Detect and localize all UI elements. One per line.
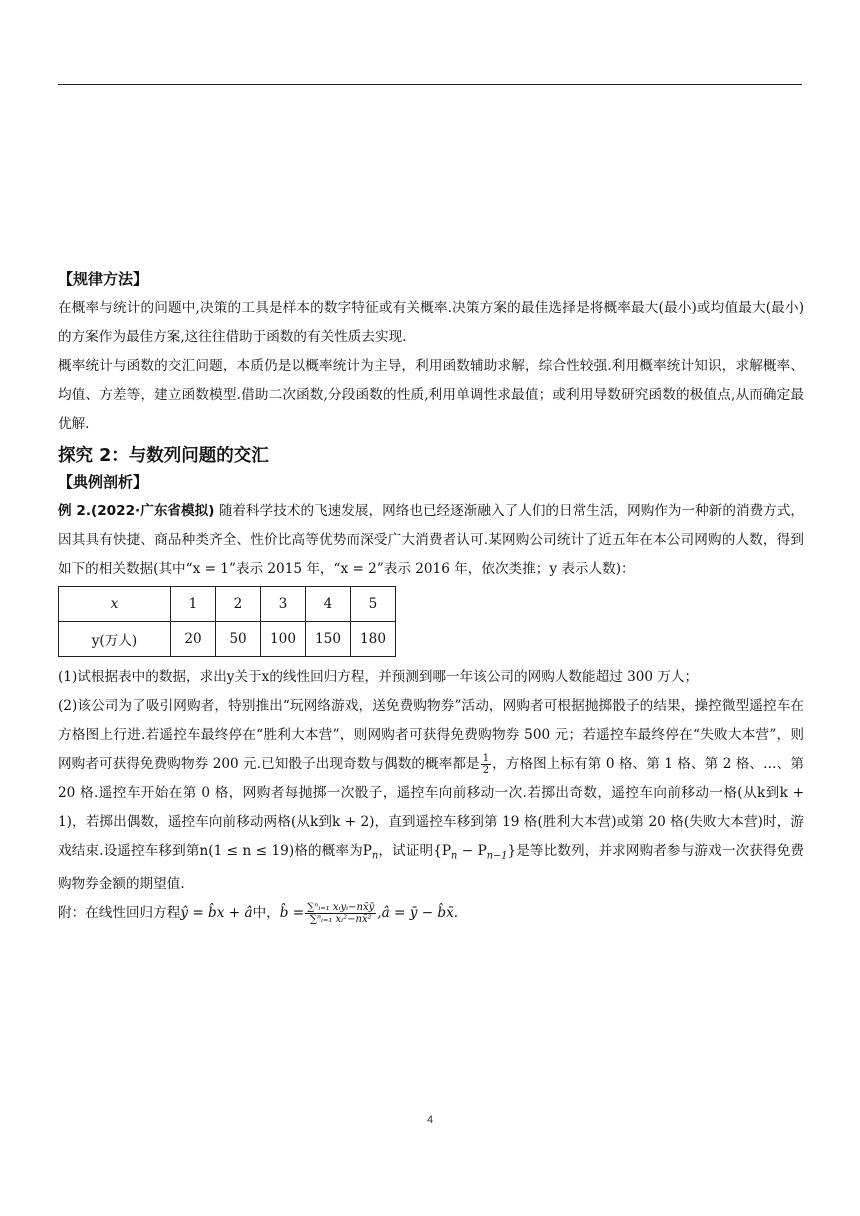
table-cell: 20 [171, 622, 216, 657]
header-rule [58, 84, 802, 85]
question-2-part-a: (2)该公司为了吸引网购者，特别推出“玩网络游戏，送免费购物券”活动，网购者可根据抛掷骰子的结果，操控微型遥控车在方格图上行进.若遥控车最终停在“胜利大本营”，则网购者可获得免费购物券 500 元；若遥控车最终停在“失败大本营”，则网购者可获得免费购物券 200 元.已知骰子出现奇数与偶数的概率都是 [58, 698, 804, 772]
question-2-part-c: ，试证明{P [378, 843, 451, 859]
pn-subscript-1: n [451, 850, 458, 862]
question-1: (1)试根据表中的数据，求出y关于x的线性回归方程，并预测到哪一年该公司的网购人数能超过 300 万人； [58, 669, 699, 685]
fraction-numerator: 1 [482, 753, 490, 764]
page-content [58, 266, 804, 928]
example-intro [58, 497, 804, 584]
table-cell: 3 [261, 587, 306, 622]
section-title: 探究 2：与数列问题的交汇 [58, 446, 269, 466]
table-row-y-label: y(万人) [59, 622, 171, 657]
a-hat-equation: ,â = ȳ − b̂x̄. [377, 905, 459, 922]
table-cell: 50 [216, 622, 261, 657]
table-cell: 2 [216, 587, 261, 622]
b-hat-denominator: ∑ⁿᵢ₌₁ xᵢ²−nx̄² [309, 914, 372, 926]
table-cell: 4 [306, 587, 351, 622]
example-analysis-heading: 【典例剖析】 [58, 473, 149, 491]
question-2-part-b: ，方格图上标有第 0 格、第 1 格、第 2 格、…、第 20 格.遥控车开始在第 0 格，网购者每抛掷一次骰子，遥控车向前移动一次.若掷出奇数，遥控车向前移动一格(从k到k + 1)，若掷出偶数，遥控车向前移动两格(从k到k + 2)，直到遥控车移到第 19 格(胜利大本营)或第 20 格(失败大本营)时，游戏结束.设遥控车移到第n(1 ≤ n ≤ 19)格的概率为P [58, 756, 804, 859]
example-intro-text: 随着科学技术的飞速发展，网络也已经逐渐融入了人们的日常生活，网购作为一种新的消费方式，因其具有快捷、商品种类齐全、性价比高等优势而深受广大消费者认可.某网购公司统计了近五年在本公司网购的人数，得到如下的相关数据(其中“x = 1”表示 2015 年，“x = 2”表示 2016 年，依次类推；y 表示人数)： [58, 503, 804, 577]
question-2 [58, 692, 804, 899]
method-paragraph-1: 在概率与统计的问题中,决策的工具是样本的数字特征或有关概率.决策方案的最佳选择是将概率最大(最小)或均值最大(最小)的方案作为最佳方案,这往往借助于函数的有关性质去实现. [58, 300, 804, 345]
pn-subscript-2: n−1 [486, 850, 508, 862]
b-hat-numerator: ∑ⁿᵢ₌₁ xᵢyᵢ−nx̄ȳ [307, 902, 375, 914]
pn-subscript: n [371, 850, 379, 862]
fraction-one-half [481, 753, 491, 776]
table-cell: 150 [306, 622, 351, 657]
method-heading: 【规律方法】 [58, 270, 149, 288]
example-label: 例 2. [58, 503, 91, 519]
table-row [59, 622, 396, 657]
table-cell: 100 [261, 622, 306, 657]
appendix-middle: 中， [252, 905, 280, 922]
table-row-x-label: x [59, 587, 171, 622]
b-hat-label: b̂ = [279, 905, 305, 922]
table-cell: 1 [171, 587, 216, 622]
b-hat-fraction [305, 902, 376, 925]
method-paragraph-2: 概率统计与函数的交汇问题，本质仍是以概率统计为主导，利用函数辅助求解，综合性较强.利用概率统计知识，求解概率、均值、方差等，建立函数模型.借助二次函数,分段函数的性质,利用单调性求最值；或利用导数研究函数的极值点,从而确定最优解. [58, 358, 804, 432]
question-2-part-d: }是等比数列，并求网购者参与游戏一次获得免费购物券金额的期望值. [58, 843, 804, 893]
example-source: (2022·广东省模拟) [90, 503, 215, 519]
appendix-formula [58, 899, 804, 928]
data-table [58, 586, 396, 657]
table-row [59, 587, 396, 622]
question-2-minus: − P [457, 843, 487, 859]
table-cell: 180 [351, 622, 396, 657]
fraction-denominator: 2 [482, 765, 490, 776]
table-cell: 5 [351, 587, 396, 622]
regression-equation: ŷ = b̂x + â [180, 905, 253, 922]
page-number: 4 [426, 1114, 434, 1126]
appendix-prefix: 附：在线性回归方程 [58, 905, 181, 922]
